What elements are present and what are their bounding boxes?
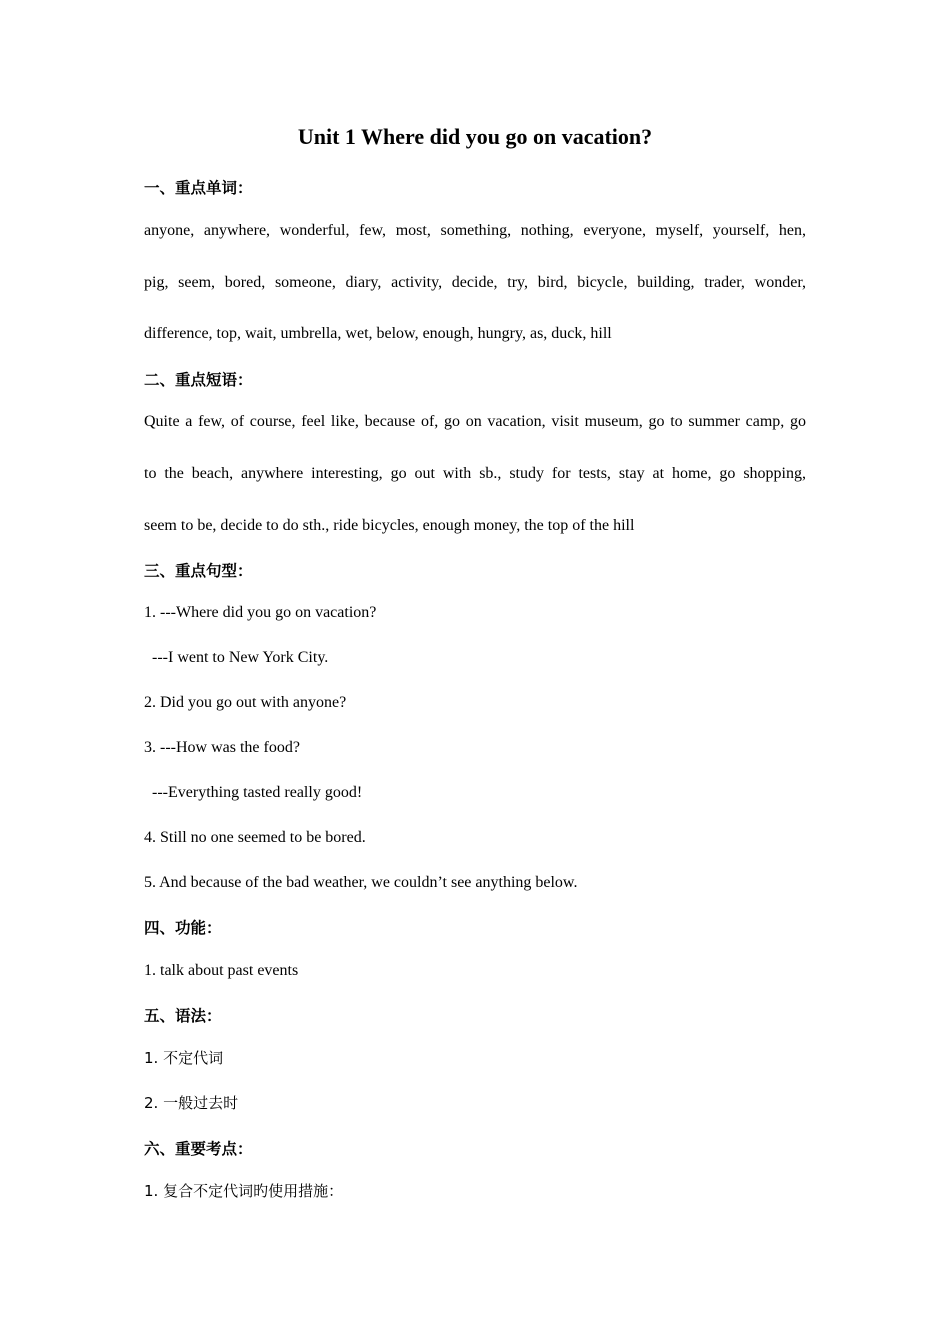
section-heading-keypoints: 六、重要考点：	[144, 1140, 253, 1158]
sentence-item: 2. Did you go out with anyone?	[144, 694, 347, 711]
phrase-line: to the beach, anywhere interesting, go out with sb., study for tests, stay at home, go shopping,	[144, 465, 806, 482]
sentence-item: 5. And because of the bad weather, we couldn’t see anything below.	[144, 874, 578, 891]
grammar-item: 1. 不定代词	[144, 1049, 224, 1067]
section-heading-grammar: 五、语法：	[144, 1007, 222, 1025]
section-heading-sentences: 三、重点句型：	[144, 562, 253, 580]
section-heading-vocab: 一、重点单词：	[144, 179, 253, 197]
phrase-line: seem to be, decide to do sth., ride bicycles, enough money, the top of the hill	[144, 517, 635, 534]
sentence-item: 3. ---How was the food?	[144, 739, 300, 756]
vocab-line: pig, seem, bored, someone, diary, activity, decide, try, bird, bicycle, building, trader, wonder,	[144, 274, 806, 291]
sentence-item: 4. Still no one seemed to be bored.	[144, 829, 366, 846]
document-title: Unit 1 Where did you go on vacation?	[297, 124, 653, 149]
section-heading-function: 四、功能：	[144, 919, 222, 937]
phrase-line: Quite a few, of course, feel like, because of, go on vacation, visit museum, go to summer camp, go	[144, 413, 806, 430]
function-item: 1. talk about past events	[144, 962, 299, 979]
sentence-item: 1. ---Where did you go on vacation?	[144, 604, 377, 621]
section-heading-phrases: 二、重点短语：	[144, 371, 253, 389]
vocab-line: anyone, anywhere, wonderful, few, most, something, nothing, everyone, myself, yourself, hen,	[144, 222, 806, 239]
sentence-item: ---I went to New York City.	[152, 649, 329, 666]
grammar-item: 2. 一般过去时	[144, 1094, 239, 1112]
vocab-line: difference, top, wait, umbrella, wet, below, enough, hungry, as, duck, hill	[144, 325, 612, 342]
sentence-item: ---Everything tasted really good!	[152, 784, 363, 801]
keypoint-item: 1. 复合不定代词旳使用措施：	[144, 1182, 344, 1200]
